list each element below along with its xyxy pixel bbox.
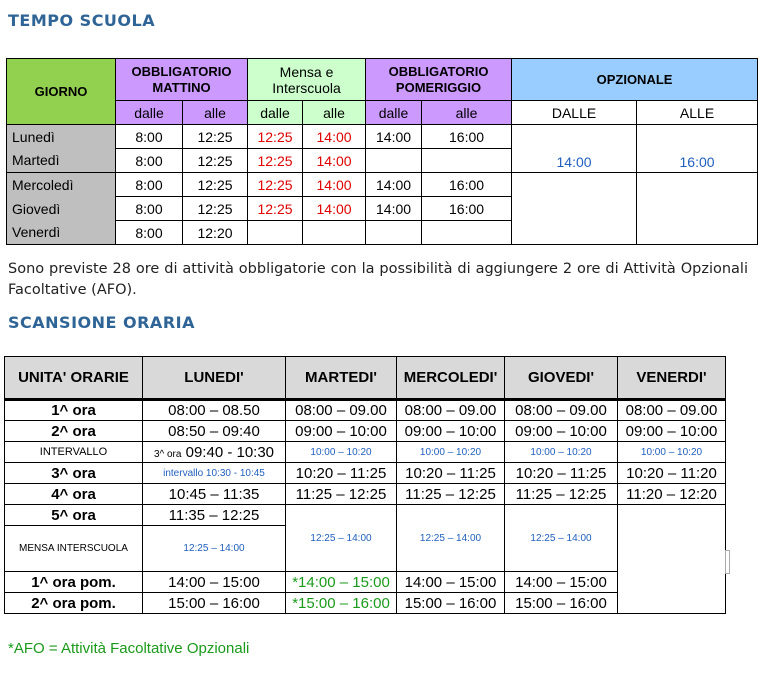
cell-time: 10:20 – 11:25 [397, 463, 505, 484]
cell-mensa-alle [303, 221, 366, 245]
cell-opzionale-alle: 16:00 [637, 125, 758, 173]
section-title-tempo-scuola: TEMPO SCUOLA [8, 11, 156, 30]
cell-mattino-alle: 12:25 [183, 173, 248, 197]
cell-time: 11:35 – 12:25 [143, 505, 286, 526]
cell-time: 15:00 – 16:00 [505, 593, 618, 614]
cell-time: 11:25 – 12:25 [505, 484, 618, 505]
cell-time: 08:00 – 08.50 [143, 400, 286, 421]
header-giorno: GIORNO [7, 59, 116, 125]
header-unita-orarie: UNITA' ORARIE [5, 357, 143, 400]
cell-time: 09:00 – 10:00 [397, 421, 505, 442]
cell-time-afo: *15:00 – 16:00 [286, 593, 397, 614]
cell-opzionale-empty [512, 173, 637, 245]
cell-time: 10:20 – 11:20 [618, 463, 726, 484]
tempo-scuola-table [6, 58, 758, 245]
cell-mensa-dalle: 12:25 [248, 149, 303, 173]
subheader-dalle-caps: DALLE [512, 101, 637, 125]
cell-time: 14:00 – 15:00 [505, 572, 618, 593]
subheader-alle: alle [183, 101, 248, 125]
day-giovedi: Giovedì [7, 197, 116, 221]
cell-mensa-dalle: 12:25 [248, 173, 303, 197]
cell-time: 14:00 – 15:00 [143, 572, 286, 593]
cell-opzionale-dalle: 14:00 [512, 125, 637, 173]
header-venerdi: VENERDI' [618, 357, 726, 400]
row-label-mensa-interscuola: MENSA INTERSCUOLA [5, 526, 143, 572]
cell-mensa: 12:25 – 14:00 [397, 505, 505, 572]
cell-mattino-alle: 12:25 [183, 197, 248, 221]
cell-time: 08:00 – 09.00 [505, 400, 618, 421]
cell-lunedi-3-ora [143, 442, 286, 463]
cell-mensa-alle: 14:00 [303, 149, 366, 173]
cell-mensa-dalle: 12:25 [248, 125, 303, 149]
section-title-scansione-oraria: SCANSIONE ORARIA [8, 313, 195, 332]
day-mercoledi: Mercoledì [7, 173, 116, 197]
subheader-dalle: dalle [366, 101, 422, 125]
cell-time: 11:25 – 12:25 [397, 484, 505, 505]
cell-time: 14:00 – 15:00 [397, 572, 505, 593]
header-mensa-interscuola: Mensa e Interscuola [248, 59, 366, 101]
cell-time: 08:50 – 09:40 [143, 421, 286, 442]
row-label-1-ora: 1^ ora [5, 400, 143, 421]
cell-pomeriggio-alle [422, 149, 512, 173]
header-obbligatorio-mattino: OBBLIGATORIO MATTINO [116, 59, 248, 101]
cell-mensa-dalle [248, 221, 303, 245]
cell-mensa-lunedi: 12:25 – 14:00 [143, 526, 286, 572]
subheader-dalle: dalle [116, 101, 183, 125]
cell-venerdi-empty [618, 505, 726, 614]
row-label-2-ora: 2^ ora [5, 421, 143, 442]
cell-mensa-alle: 14:00 [303, 173, 366, 197]
cell-time: 11:20 – 12:20 [618, 484, 726, 505]
row-label-3-ora: 3^ ora [5, 463, 143, 484]
subheader-alle: alle [303, 101, 366, 125]
cell-time-afo: *14:00 – 15:00 [286, 572, 397, 593]
cell-pomeriggio-dalle: 14:00 [366, 125, 422, 149]
cell-lunedi-intervallo: intervallo 10:30 - 10:45 [143, 463, 286, 484]
cell-time: 10:20 – 11:25 [505, 463, 618, 484]
cell-pomeriggio-dalle: 14:00 [366, 173, 422, 197]
cell-time: 09:00 – 10:00 [618, 421, 726, 442]
row-label-intervallo: INTERVALLO [5, 442, 143, 463]
cell-mattino-dalle: 8:00 [116, 125, 183, 149]
cell-pomeriggio-alle: 16:00 [422, 197, 512, 221]
scansione-oraria-table [4, 356, 726, 614]
subheader-dalle: dalle [248, 101, 303, 125]
scroll-handle[interactable] [725, 550, 730, 574]
cell-pomeriggio-alle [422, 221, 512, 245]
row-label-4-ora: 4^ ora [5, 484, 143, 505]
cell-mattino-dalle: 8:00 [116, 221, 183, 245]
subheader-alle: alle [422, 101, 512, 125]
cell-pomeriggio-alle: 16:00 [422, 173, 512, 197]
cell-time: 15:00 – 16:00 [397, 593, 505, 614]
header-giovedi: GIOVEDI' [505, 357, 618, 400]
cell-mensa-alle: 14:00 [303, 197, 366, 221]
header-martedi: MARTEDI' [286, 357, 397, 400]
cell-time: 08:00 – 09.00 [397, 400, 505, 421]
cell-mattino-dalle: 8:00 [116, 197, 183, 221]
cell-intervallo: 10:00 – 10:20 [618, 442, 726, 463]
day-martedi: Martedì [7, 149, 116, 173]
header-obbligatorio-pomeriggio: OBBLIGATORIO POMERIGGIO [366, 59, 512, 101]
cell-mattino-dalle: 8:00 [116, 173, 183, 197]
time-3-ora: 09:40 - 10:30 [185, 443, 275, 461]
cell-mensa-alle: 14:00 [303, 125, 366, 149]
cell-mattino-dalle: 8:00 [116, 149, 183, 173]
cell-pomeriggio-dalle: 14:00 [366, 197, 422, 221]
cell-intervallo: 10:00 – 10:20 [505, 442, 618, 463]
cell-intervallo: 10:00 – 10:20 [397, 442, 505, 463]
cell-pomeriggio-dalle [366, 149, 422, 173]
day-venerdi: Venerdì [7, 221, 116, 245]
header-opzionale: OPZIONALE [512, 59, 758, 101]
cell-mensa-dalle: 12:25 [248, 197, 303, 221]
subheader-alle-caps: ALLE [637, 101, 758, 125]
cell-time: 10:45 – 11:35 [143, 484, 286, 505]
cell-mattino-alle: 12:20 [183, 221, 248, 245]
footnote-afo: *AFO = Attività Facoltative Opzionali [8, 640, 250, 657]
cell-intervallo: 10:00 – 10:20 [286, 442, 397, 463]
row-label-2-ora-pom: 2^ ora pom. [5, 593, 143, 614]
cell-time: 10:20 – 11:25 [286, 463, 397, 484]
cell-time: 11:25 – 12:25 [286, 484, 397, 505]
header-lunedi: LUNEDI' [143, 357, 286, 400]
cell-mensa: 12:25 – 14:00 [286, 505, 397, 572]
header-mercoledi: MERCOLEDI' [397, 357, 505, 400]
cell-mensa: 12:25 – 14:00 [505, 505, 618, 572]
cell-time: 09:00 – 10:00 [286, 421, 397, 442]
cell-time: 15:00 – 16:00 [143, 593, 286, 614]
row-label-1-ora-pom: 1^ ora pom. [5, 572, 143, 593]
cell-pomeriggio-alle: 16:00 [422, 125, 512, 149]
row-label-5-ora: 5^ ora [5, 505, 143, 526]
cell-time: 09:00 – 10:00 [505, 421, 618, 442]
prefix-3-ora: 3^ ora [153, 448, 182, 460]
day-lunedi: Lunedì [7, 125, 116, 149]
info-paragraph: Sono previste 28 ore di attività obbligatorie con la possibilità di aggiungere 2 ore di Attività Opzionali Facoltative (AFO). [8, 261, 748, 298]
cell-opzionale-empty [637, 173, 758, 245]
cell-pomeriggio-dalle [366, 221, 422, 245]
cell-time: 08:00 – 09.00 [618, 400, 726, 421]
cell-mattino-alle: 12:25 [183, 125, 248, 149]
cell-mattino-alle: 12:25 [183, 149, 248, 173]
cell-time: 08:00 – 09.00 [286, 400, 397, 421]
